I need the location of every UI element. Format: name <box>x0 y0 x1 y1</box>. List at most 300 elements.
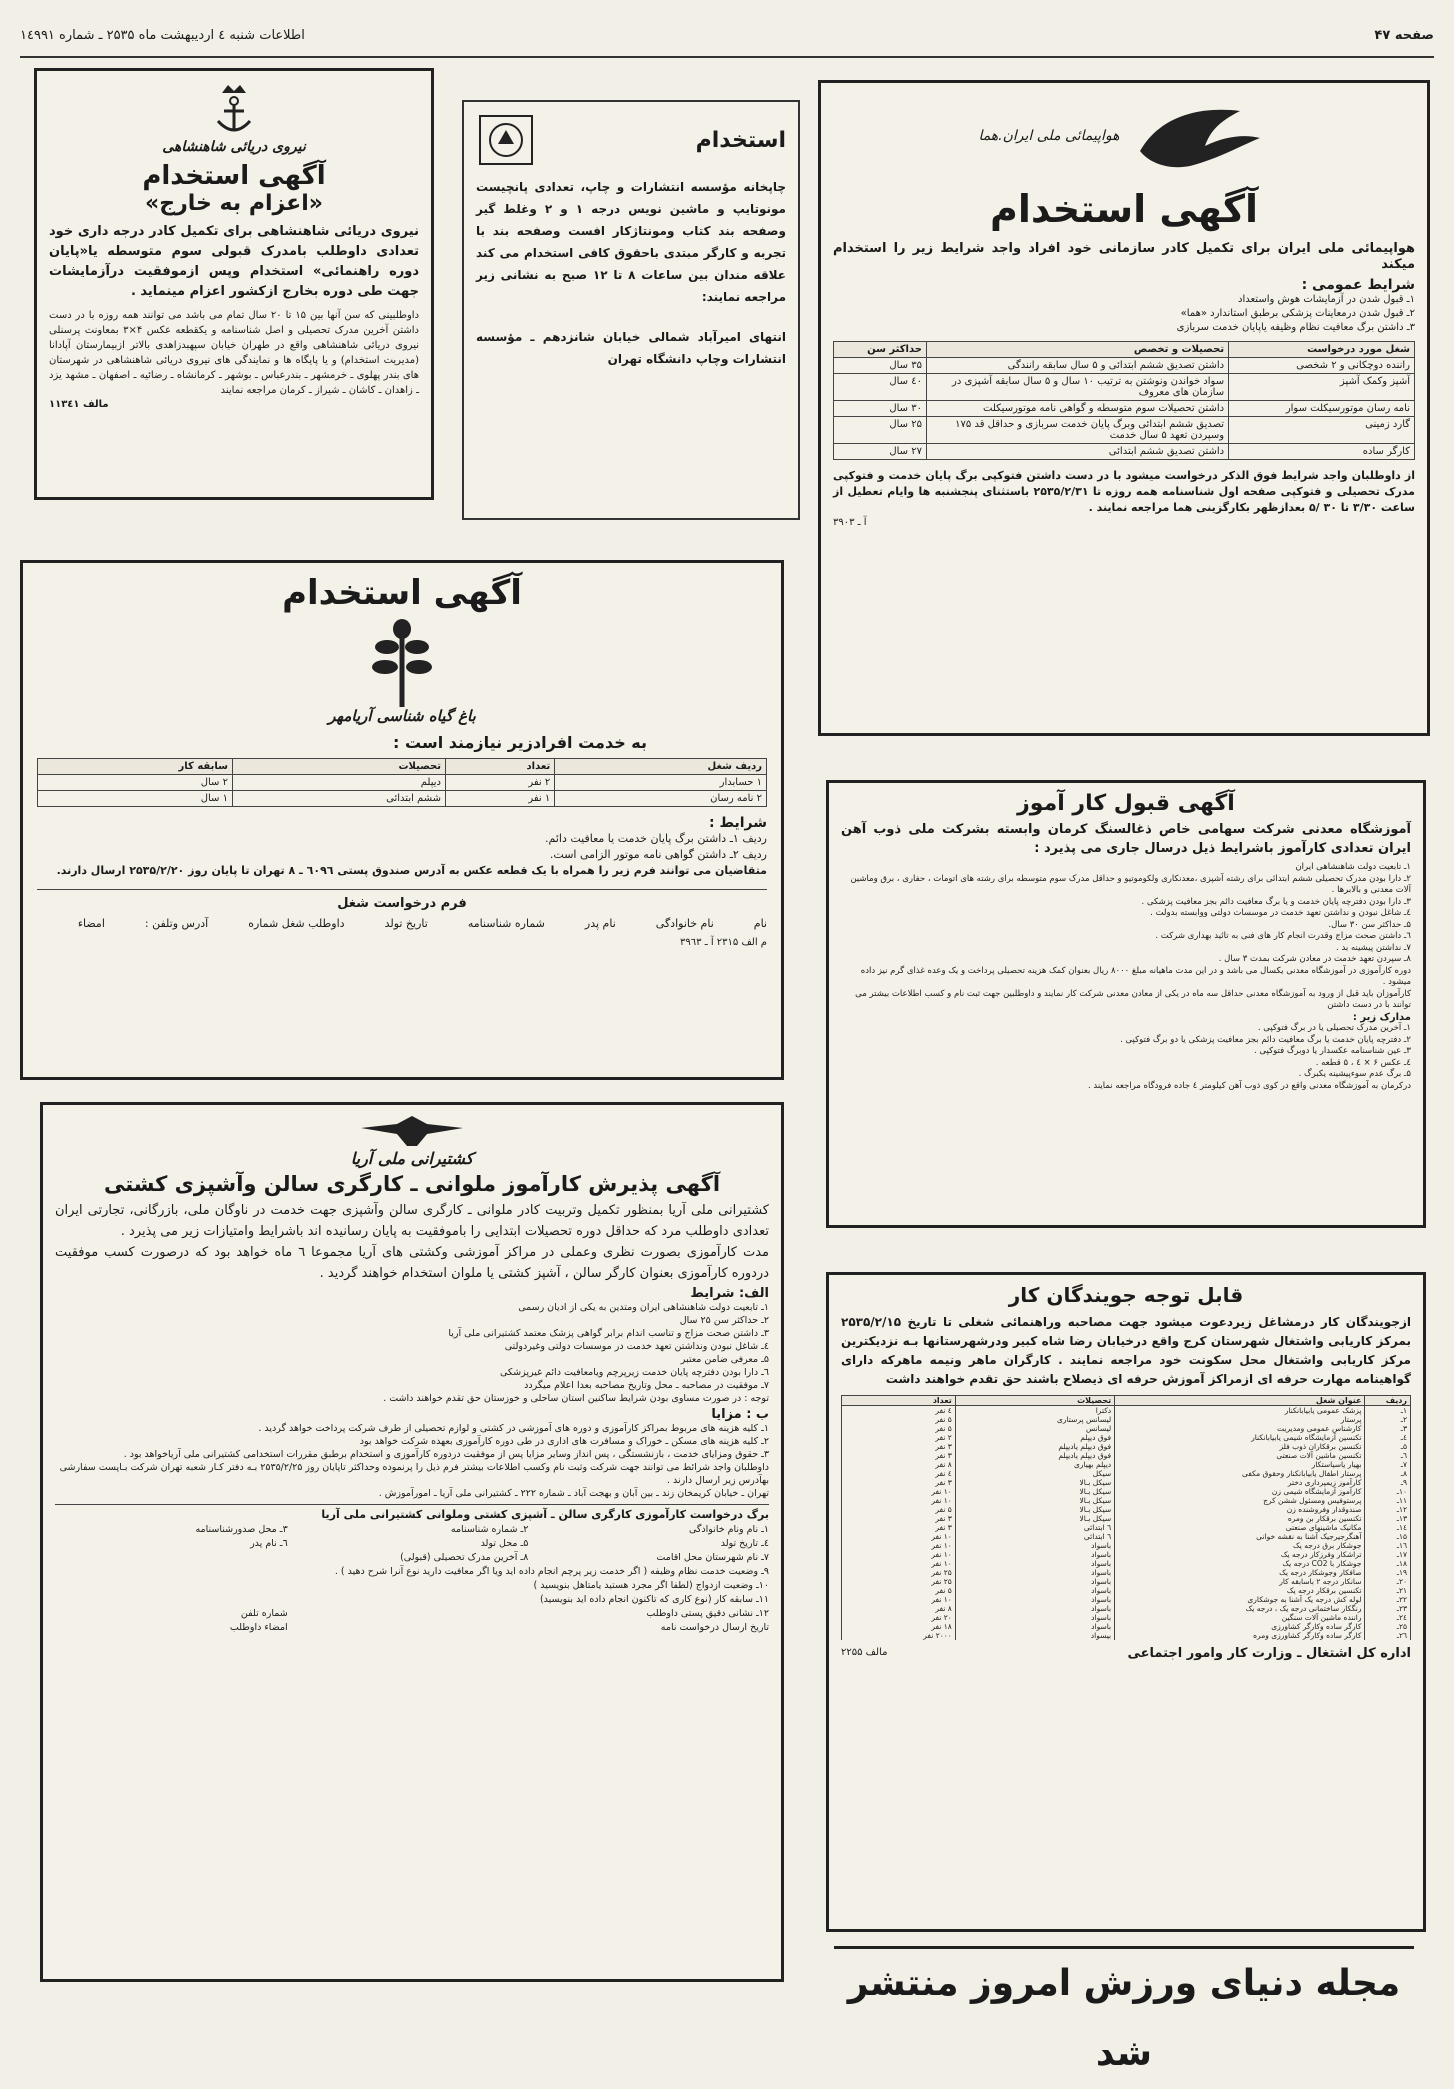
form-field: ۱ـ نام ونام خانوادگی <box>688 1524 769 1535</box>
table-cell: ۲ـ <box>1365 1415 1411 1424</box>
shipping-benefit: ۲ـ کلیه هزینه های مسکن ـ خوراک و مسافرت های اداری در طی دوره کارآموزی بعهده شرکت خواهد بود <box>359 1436 769 1447</box>
column-header: تحصیلات <box>955 1396 1114 1406</box>
shipping-condition: ٦ـ دارا بودن دفترچه پایان خدمت زیرپرچم ویامعافیت دائم غیرپزشکی <box>499 1367 769 1378</box>
table-cell: ۲٤ـ <box>1365 1613 1411 1622</box>
table-cell: ۳ نفر <box>842 1442 956 1451</box>
form-field: نام خانوادگی <box>655 917 714 930</box>
form-field: شماره شناسنامه <box>467 917 545 930</box>
kerman-doc: ۱ـ آخرین مدرک تحصیلی یا در برگ فتوکپی . <box>1257 1023 1411 1033</box>
table-cell: بهیار یاسیاستکار <box>1115 1460 1365 1469</box>
table-cell: فوق دیپلم یادیپلم <box>955 1442 1114 1451</box>
table-cell: فوق دیپلم یادیپلم <box>955 1451 1114 1460</box>
table-row <box>834 401 1415 417</box>
column-header: تحصیلات <box>232 759 445 775</box>
kerman-item: دوره کارآموزی در آموزشگاه معدنی یکسال می باشد و در این مدت ماهیانه مبلغ ۸۰۰۰ ریال بعنوان کمک هزینه تحصیلی پرداخت و یک وعده غذای گرم نیز داده میشود . <box>860 965 1411 987</box>
form-field: ۲ـ شماره شناسنامه <box>450 1524 529 1535</box>
form-field: ٤ـ تاریخ تولد <box>720 1538 769 1549</box>
column-header: تعداد <box>446 759 555 775</box>
homa-logo <box>833 91 1415 181</box>
shipping-condition: ۷ـ موفقیت در مصاحبه ـ محل وتاریخ مصاحبه بعدا اعلام میگردد <box>524 1380 769 1391</box>
table-cell: کارآموز آزمایشگاه شیمی زن <box>1115 1487 1365 1496</box>
table-cell: باسواد <box>955 1613 1114 1622</box>
table-cell: تراشکار وفرزکار درجه یک <box>1115 1550 1365 1559</box>
column-header: شغل مورد درخواست <box>1229 342 1415 358</box>
table-row <box>842 1424 1411 1433</box>
table-row <box>834 417 1415 444</box>
table-cell: آشپز وکمک آشپز <box>1229 374 1415 401</box>
table-cell: ۱۰ـ <box>1365 1487 1411 1496</box>
sport-magazine-banner: مجله دنیای ورزش امروز منتشر شد <box>834 1946 1414 2016</box>
navy-emblem <box>49 79 419 139</box>
table-cell: جوشکار با CO2 درجه یک <box>1115 1559 1365 1568</box>
page-number: صفحه ۴۷ <box>1374 28 1434 43</box>
jobs-code: مالف ۲۲۵۵ <box>841 1647 888 1658</box>
form-field: شماره تلفن <box>240 1608 288 1619</box>
table-cell: ۱۹ـ <box>1365 1568 1411 1577</box>
table-cell: ۲ نامه رسان <box>555 791 767 807</box>
jobs-table-body <box>841 1406 1411 1640</box>
table-row <box>38 775 767 791</box>
table-cell: تکنسین برقکاران ذوب فلز <box>1115 1442 1365 1451</box>
table-cell: لوله کش درجه یک آشنا به جوشکاری <box>1115 1595 1365 1604</box>
table-cell: ۷ـ <box>1365 1460 1411 1469</box>
table-cell: ۲ نفر <box>446 775 555 791</box>
table-cell: ۱۰ نفر <box>842 1559 956 1568</box>
table-cell: ۲۰ـ <box>1365 1577 1411 1586</box>
table-cell: سیکل بـالا <box>955 1514 1114 1523</box>
homa-intro: هواپیمائی ملی ایران برای تکمیل کادر سازمانی خود افراد واجد شرایط زیر را استخدام میکند <box>833 241 1415 272</box>
jobs-ad <box>826 1272 1426 1932</box>
column-header: عنوان شغل <box>1115 1396 1365 1406</box>
table-cell: فوق دیپلم <box>955 1433 1114 1442</box>
table-cell: لیسانس <box>955 1424 1114 1433</box>
table-cell: سیکل بـالا <box>955 1478 1114 1487</box>
homa-jobs-table <box>833 341 1415 460</box>
table-row <box>842 1496 1411 1505</box>
table-cell: ۱۵ـ <box>1365 1532 1411 1541</box>
form-field: نام پدر <box>584 917 616 930</box>
shipping-conditions <box>55 1301 769 1405</box>
shipping-brand: کشتیرانی ملی آریا <box>350 1149 474 1168</box>
table-cell: دکترا <box>955 1406 1114 1415</box>
garden-lead: به خدمت افرادزیر نیازمند است : <box>393 733 647 752</box>
table-row <box>842 1622 1411 1631</box>
table-cell: ۱٦ـ <box>1365 1541 1411 1550</box>
publisher-header <box>476 112 786 168</box>
table-cell: ٦ ابتدائی <box>955 1523 1114 1532</box>
table-cell: ۱۰ نفر <box>842 1532 956 1541</box>
table-cell: کارشناس عمومی ومدیریت <box>1115 1424 1365 1433</box>
table-cell: رنگکار ساختمانی درجه یک ، درجه یک <box>1115 1604 1365 1613</box>
navy-org: نیروی دریائی شاهنشاهی <box>162 139 306 155</box>
kerman-ad <box>826 780 1426 1228</box>
shipping-title: آگهی پذیرش کارآموز ملوانی ـ کارگری سالن وآشپزی کشتی <box>103 1172 721 1196</box>
table-row <box>842 1550 1411 1559</box>
table-cell: ۵ نفر <box>842 1415 956 1424</box>
form-field: داوطلب شغل شماره <box>248 917 345 930</box>
table-cell: پزشک عمومی یابیابانکنار <box>1115 1406 1365 1415</box>
form-field: ۱۱ـ سابقه کار (نوع کاری که تاکنون انجام داده اید بنویسید) <box>539 1594 769 1605</box>
table-cell: باسواد <box>955 1559 1114 1568</box>
jobs-footer: اداره کل اشتغال ـ وزارت کار وامور اجتماعی <box>1127 1646 1411 1661</box>
table-cell: باسواد <box>955 1604 1114 1613</box>
kerman-item: ۷ـ نداشتن پیشینه بد . <box>1336 942 1411 953</box>
navy-body: داوطلبینی که سن آنها بین ۱۵ تا ۲۰ سال تمام می باشد می توانند همه روزه با در دست داشتن آخرین مدرک تحصیلی و اصل شناسنامه و یکقطعه عکس ۴×۳ بمعاونت پرسنلی نیروی دریائی شاهنشاهی واقع در طهران خیابان سپهبدزاهدی بالاتر ازبیمارستان آپادانا (مدیریت استخدام) و یا پایگاه ها و نمایندگی های نیروی دریائی شاهنشاهی در شهرستان های بندر پهلوی ـ خرمشهر ـ بندرعباس ـ بوشهر ـ کرمانشاه ـ رضائیه ـ اصفهان ـ مشهد یزد ـ زاهدان ـ کاشان ـ شیراز ـ کرمان مراجعه نمایند <box>49 310 420 396</box>
table-cell: ۱۲ـ <box>1365 1505 1411 1514</box>
table-cell: ۳ نفر <box>842 1523 956 1532</box>
table-cell: ٤۰ سال <box>834 374 927 401</box>
table-cell: ۲۱ـ <box>1365 1586 1411 1595</box>
table-cell: تکنسین ماشین آلات صنعتی <box>1115 1451 1365 1460</box>
form-field: نام <box>753 917 767 930</box>
shipping-condition: ٤ـ شاغل نبودن ونداشتن تعهد خدمت در موسسات دولتی وغیردولتی <box>504 1341 769 1352</box>
jobs-lead: ازجویندگان کار درمشاغل زیردعوت میشود جهت مصاحبه وراهنمائی شغلی تا تاریخ ۲۵۳۵/۲/۱۵ بمرکز کاریابی واشتغال شهرستان کرج واقع درخیابان رضا شاه کبیر ودرشهرستانها بـه نزدیکترین مرکز کاریابی واشتغال محل سکونت خود مراجعه نمایند . کارگران ماهر ونیمه ماهرکه دارای گواهینامه مهارت حرفه ای ازمراکز آموزش حرفه ای ذیصلاح باشند حق تقدم خواهند داشت <box>841 1315 1411 1386</box>
table-cell: پرستار اطفال یابیابانکنار وحقوق مکفی <box>1115 1469 1365 1478</box>
kerman-item: ۱ـ تابعیت دولت شاهنشاهی ایران <box>1295 862 1411 872</box>
table-row <box>834 358 1415 374</box>
table-cell: باسواد <box>955 1577 1114 1586</box>
table-row <box>842 1595 1411 1604</box>
table-cell: ٦ـ <box>1365 1451 1411 1460</box>
table-row <box>842 1460 1411 1469</box>
shipping-form <box>55 1524 769 1633</box>
table-cell: ۱ حسابدار <box>555 775 767 791</box>
homa-condition: ۳ـ داشتن برگ معافیت نظام وظیفه یاپایان خدمت سربازی <box>1176 322 1415 333</box>
table-header-row <box>842 1396 1411 1406</box>
shipping-logo <box>55 1113 769 1149</box>
garden-form <box>37 917 767 930</box>
tree-icon <box>367 617 437 707</box>
shipping-condition: ۵ـ معرفی ضامن معتبر <box>680 1354 769 1365</box>
table-cell: ششم ابتدائی <box>232 791 445 807</box>
jobs-title: قابل توجه جویندگان کار <box>1008 1283 1244 1307</box>
form-field: ۹ـ وضعیت خدمت نظام وظیفه ( اگر خدمت زیر پرچم انجام داده اید ویا اگر معافیت دارید نوع آنرا شرح دهید ) . <box>334 1566 769 1577</box>
navy-code: مالف ۱۱۳٤۱ <box>49 399 109 410</box>
table-cell: تکنسین برقکار بن ومره <box>1115 1514 1365 1523</box>
kerman-item: ٤ـ شاغل نبودن و نداشتن تعهد خدمت در موسسات دولتی ووابسته بدولت . <box>1150 908 1411 918</box>
homa-title: آگهی استخدام <box>989 187 1258 231</box>
table-cell: ۵ـ <box>1365 1442 1411 1451</box>
form-field: ۵ـ محل تولد <box>480 1538 529 1549</box>
table-cell: ۱ـ <box>1365 1406 1411 1415</box>
form-field: ٦ـ نام پدر <box>250 1538 288 1549</box>
table-row <box>834 374 1415 401</box>
table-cell: ۱٤ـ <box>1365 1523 1411 1532</box>
table-row <box>842 1487 1411 1496</box>
kerman-lead: آموزشگاه معدنی شرکت سهامی خاص ذغالسنگ کرمان وابسته بشرکت ملی ذوب آهن ایران تعدادی کارآموز باشرایط ذیل درسال جاری می پذیرد : <box>841 822 1411 856</box>
table-cell: آهنگرجیرجیک آشنا به نقشه خوانی <box>1115 1532 1365 1541</box>
table-cell: ۳ نفر <box>842 1478 956 1487</box>
table-cell: داشتن تصدیق ششم ابتدائی <box>926 444 1228 460</box>
table-cell: کارگر ساده وکارگر کشاورزی <box>1115 1622 1365 1631</box>
kerman-docs-title: مدارک زیر : <box>1352 1011 1411 1023</box>
column-header: ردیف شغل <box>555 759 767 775</box>
table-row <box>842 1406 1411 1415</box>
university-emblem-icon <box>476 112 536 168</box>
table-row <box>842 1532 1411 1541</box>
kerman-item: ۸ـ سپردن تعهد خدمت در معادن شرکت بمدت ۳ سال . <box>1218 954 1411 964</box>
table-cell: ۱ سال <box>38 791 233 807</box>
table-row <box>842 1514 1411 1523</box>
table-cell: ۲۵ نفر <box>842 1568 956 1577</box>
shipping-a-title: الف: شرایط <box>690 1286 769 1301</box>
table-row <box>842 1586 1411 1595</box>
table-cell: تکنسین برقکار درجه یک <box>1115 1586 1365 1595</box>
table-cell: نامه رسان موتورسیکلت سوار <box>1229 401 1415 417</box>
table-cell: ۵ نفر <box>842 1505 956 1514</box>
table-cell: ۸ نفر <box>842 1604 956 1613</box>
shipping-condition: توجه : در صورت مساوی بودن شرایط ساکنین استان ساحلی و خوزستان حق تقدم خواهند داشت . <box>383 1393 769 1404</box>
table-cell: ۲ سال <box>38 775 233 791</box>
table-cell: ۳ـ <box>1365 1424 1411 1433</box>
table-cell: دیپلم بهیاری <box>955 1460 1114 1469</box>
table-cell: ۳۰ سال <box>834 401 927 417</box>
faravahar-icon <box>357 1114 467 1148</box>
table-cell: ۱۰ نفر <box>842 1541 956 1550</box>
table-cell: سواد خواندن ونوشتن به ترتیب ۱۰ سال و ۵ سال سابقه آشپزی در سازمان های معروف <box>926 374 1228 401</box>
publisher-address: انتهای امیرآباد شمالی خیابان شانزدهم ـ مؤسسه انتشارات وچاپ دانشگاه تهران <box>476 330 786 366</box>
table-cell: کارگر ساده وکارگر کشاورزی ومره <box>1115 1631 1365 1640</box>
table-cell: ٤ـ <box>1365 1433 1411 1442</box>
kerman-doc: ۲ـ دفترچه پایان خدمت یا برگ معافیت دائم بجز معافیت پزشکی یا دو برگ فتوکپی . <box>1120 1034 1411 1045</box>
jobs-table <box>841 1395 1411 1406</box>
garden-code: م الف ۲۳۱۵ آ ـ ۳۹٦۳ <box>680 937 767 948</box>
table-cell: ۳ نفر <box>842 1514 956 1523</box>
homa-bird-icon <box>1130 96 1270 176</box>
table-cell: داشتن تحصیلات سوم متوسطه و گواهی نامه موتورسیکلت <box>926 401 1228 417</box>
shipping-condition: ۱ـ تابعیت دولت شاهنشاهی ایران ومتدین به یکی از ادیان رسمی <box>518 1302 769 1313</box>
table-cell: ۱ نفر <box>446 791 555 807</box>
homa-ad <box>818 80 1430 736</box>
table-row <box>842 1415 1411 1424</box>
table-row <box>842 1577 1411 1586</box>
kerman-doc: درکرمان به آموزشگاه معدنی واقع در کوی ذوب آهن کیلومتر ٤ جاده فرودگاه مراجعه نمایند . <box>1087 1080 1411 1091</box>
table-row <box>38 791 767 807</box>
table-cell: دیپلم <box>232 775 445 791</box>
table-cell: سانکار درجه ۲ باسابقه کار <box>1115 1577 1365 1586</box>
shipping-lead: کشتیرانی ملی آریا بمنظور تکمیل وتربیت کادر ملوانی ـ کارگری سالن وآشپزی جهت خدمت در ناوگان ملی، بازرگانی، تجارتی ایران تعدادی داوطلب مرد که حداقل دوره تحصیلات ابتدایی را باموفقیت به پایان رسانیده اند باشرایط وامتیازات زیر می پذیرد . <box>55 1203 769 1239</box>
garden-title: آگهی استخدام <box>282 573 522 613</box>
kerman-item: کارآموزان باید قبل از ورود به آموزشگاه معدنی حداقل سه ماه در یکی از معادن معدنی شرکت کار نمایند و داوطلبین جهت ثبت نام و کسب اطلاعات بیشتر می توانند با در دست داشتن <box>855 988 1411 1010</box>
homa-condition: ۲ـ قبول شدن درمعاینات پزشکی برطبق استاندارد «هما» <box>1180 308 1415 319</box>
kerman-doc: ۵ـ برگ عدم سوءپیشینه یکبرگ . <box>1298 1069 1411 1079</box>
table-cell: ۲۵ سال <box>834 417 927 444</box>
table-cell: ٤ نفر <box>842 1406 956 1415</box>
jobs-footer-row <box>841 1646 1411 1661</box>
table-cell: مکانیک ماشینهای صنعتی <box>1115 1523 1365 1532</box>
table-row <box>842 1568 1411 1577</box>
table-cell: باسواد <box>955 1622 1114 1631</box>
table-row <box>842 1631 1411 1640</box>
table-cell: پرستار <box>1115 1415 1365 1424</box>
table-row <box>842 1505 1411 1514</box>
table-cell: ۲۷ سال <box>834 444 927 460</box>
header-rule <box>20 56 1434 58</box>
table-cell: بیسواد <box>955 1631 1114 1640</box>
kerman-title: آگهی قبول کار آموز <box>1017 791 1235 816</box>
kerman-doc: ۳ـ عین شناسنامه عکسدار یا دوبرگ فتوکپی . <box>1254 1046 1411 1056</box>
table-cell: ۵ نفر <box>842 1424 956 1433</box>
table-row <box>834 444 1415 460</box>
dateline: اطلاعات شنبه ٤ اردیبهشت ماه ۲۵۳۵ ـ شماره ۱٤۹۹۱ <box>20 28 305 43</box>
table-row <box>842 1541 1411 1550</box>
table-cell: ۱۱ـ <box>1365 1496 1411 1505</box>
shipping-benefit: ۱ـ کلیه هزینه های مربوط بمراکز کارآموزی و دوره های آموزشی در کشتی و لوازم تحصیلی از طرف شرکت پرداخت خواهد گردید . <box>258 1423 769 1434</box>
homa-footer: از داوطلبان واجد شرایط فوق الذکر درخواست میشود با در دست داشتن فتوکپی برگ پایان خدمت و فتوکپی مدرک تحصیلی و فتوکپی صفحه اول شناسنامه همه روزه تا ۲۵۳۵/۲/۳۱ باستثنای پنجشنبه ها وایام تعطیل از ساعت ۳/۳۰ تا ۳۰ /۵ بعدازظهر بکارگزینی هما مراجعه نمایند . <box>833 469 1415 514</box>
shipping-b-title: ب : مزایا <box>711 1407 769 1422</box>
garden-conditions <box>37 831 767 879</box>
homa-brand: هواپیمائی ملی ایران.هما <box>978 128 1120 144</box>
table-cell: لیسانس پرستاری <box>955 1415 1114 1424</box>
table-cell: پرستوفیس ومسئول ششن کرج <box>1115 1496 1365 1505</box>
table-row <box>842 1478 1411 1487</box>
form-field: امضاء <box>77 917 105 930</box>
garden-ad <box>20 560 784 1080</box>
table-cell: کارگر ساده <box>1229 444 1415 460</box>
table-cell: ۸ـ <box>1365 1469 1411 1478</box>
table-cell: تکنسین آزمایشگاه شیمی یابیابانکنار <box>1115 1433 1365 1442</box>
column-header: حداکثر سن <box>834 342 927 358</box>
table-cell: کارآموز زیمپرداری دختر <box>1115 1478 1365 1487</box>
garden-condition: متقاضیان می توانند فرم زیر را همراه با یک قطعه عکس به آدرس صندوق پستی ٦۰۹٦ ـ ۸ تهران تا پایان روز ۲۵۳۵/۲/۲۰ ارسال دارند. <box>56 864 767 877</box>
table-cell: ۲۵ـ <box>1365 1622 1411 1631</box>
garden-condition: ردیف ۱ـ داشتن برگ پایان خدمت یا معافیت دائم. <box>545 832 767 845</box>
form-field: تاریخ ارسال درخواست نامه <box>660 1622 769 1633</box>
table-cell: ۲٦ـ <box>1365 1631 1411 1640</box>
table-row <box>842 1433 1411 1442</box>
table-cell: ۱۰ نفر <box>842 1487 956 1496</box>
table-cell: ۱۰ نفر <box>842 1595 956 1604</box>
table-row <box>842 1559 1411 1568</box>
table-cell: راننده ماشین آلات سنگین <box>1115 1613 1365 1622</box>
table-cell: صندوقدار وفروشنده زن <box>1115 1505 1365 1514</box>
kerman-doc: ٤ـ عکس ۶ × ٤ ، ۵ قطعه . <box>1315 1057 1411 1068</box>
table-cell: گارد زمینی <box>1229 417 1415 444</box>
garden-logo <box>37 617 767 707</box>
form-field: ۱۰ـ وضعیت ازدواج (لطفا اگر مجرد هستید یامتاهل بنویسید ) <box>533 1580 769 1591</box>
kerman-item: ۲ـ دارا بودن مدرک تحصیلی ششم ابتدائی برای رشته آشپزی ،معدنکاری ولکوموتیو و حداقل مدرک سوم متوسطه برای رشته های اتومات ، حفاری ، برق وماشین آلات معدنی و بالابرها . <box>850 873 1411 895</box>
table-cell: باسواد <box>955 1568 1114 1577</box>
form-field: ۳ـ محل صدورشناسنامه <box>195 1524 288 1535</box>
form-field: آدرس وتلفن : <box>144 917 209 930</box>
shipping-ad <box>40 1102 784 1982</box>
table-cell: باسواد <box>955 1595 1114 1604</box>
navy-ad <box>34 68 434 500</box>
garden-condition: ردیف ۲ـ داشتن گواهی نامه موتور الزامی است. <box>549 848 767 861</box>
column-header: ردیف <box>1365 1396 1411 1406</box>
garden-conditions-title: شرایط : <box>709 815 767 831</box>
table-cell: باسواد <box>955 1586 1114 1595</box>
table-cell: ۲۰ نفر <box>842 1613 956 1622</box>
shipping-benefits <box>55 1422 769 1500</box>
column-header: سابقه کار <box>38 759 233 775</box>
table-row <box>842 1613 1411 1622</box>
table-cell: داشتن تصدیق ششم ابتدائی و ۵ سال سابقه رانندگی <box>926 358 1228 374</box>
column-header: تعداد <box>842 1396 956 1406</box>
publisher-ad <box>462 100 800 520</box>
table-cell: ٤ نفر <box>842 1469 956 1478</box>
anchor-crown-icon <box>206 81 262 137</box>
form-field: ۷ـ نام شهرستان محل اقامت <box>656 1552 769 1563</box>
homa-conditions-title: شرایط عمومی : <box>1301 277 1415 293</box>
homa-condition: ۱ـ قبول شدن در آزمایشات هوش واستعداد <box>1238 294 1415 305</box>
table-row <box>842 1442 1411 1451</box>
shipping-form-title: برگ درخواست کارآموزی کارگری سالن ـ آشپزی کشتی وملوانی کشتیرانی ملی آریا <box>55 1504 769 1521</box>
table-cell: ۱۳ـ <box>1365 1514 1411 1523</box>
table-cell: باسواد <box>955 1541 1114 1550</box>
table-cell: باسواد <box>955 1550 1114 1559</box>
table-cell: سیکل <box>955 1469 1114 1478</box>
table-cell: راننده دوچکانی و ۲ شخصی <box>1229 358 1415 374</box>
table-cell: ۱۸ـ <box>1365 1559 1411 1568</box>
table-cell: ۱۰ نفر <box>842 1496 956 1505</box>
table-cell: ۲۰۰۰ نفر <box>842 1631 956 1640</box>
table-row <box>842 1451 1411 1460</box>
column-header: تحصیلات و تخصص <box>926 342 1228 358</box>
table-cell: ۲۲ـ <box>1365 1595 1411 1604</box>
table-header-row <box>834 342 1415 358</box>
shipping-condition: ۲ـ حداکثر سن ۲۵ سال <box>679 1315 769 1326</box>
form-field: ۸ـ آخرین مدرک تحصیلی (قبولی) <box>400 1552 529 1563</box>
table-row <box>842 1604 1411 1613</box>
shipping-benefit: ۳ـ حقوق ومزایای خدمت ، بازنشستگی ، پس انداز وسایر مزایا پس از موفقیت دردوره کارآموزی و استخدام برطبق مقررات استخدامی کشتیرانی ملی آریاخواهد بود . <box>123 1449 769 1460</box>
navy-lead: نیروی دریائی شاهنشاهی برای تکمیل کادر درجه داری خود تعدادی داوطلب بامدرک قبولی سوم متوسطه یا«پایان دوره راهنمائی» استخدام وپس ازموفقیت درآزمایشات جهت طی دوره بخارج ازکشور اعزام مینماید . <box>49 224 419 299</box>
table-cell: سیکل بـالا <box>955 1496 1114 1505</box>
form-field: ۱۲ـ نشانی دقیق پستی داوطلب <box>646 1608 769 1619</box>
table-cell: تصدیق ششم ابتدائی وبرگ پایان خدمت سربازی و حداقل قد ۱۷۵ وسپردن تعهد ۵ سال خدمت <box>926 417 1228 444</box>
kerman-item: ٦ـ داشتن صحت مزاج وقدرت انجام کار های فنی به تائید بهداری شرکت . <box>1155 931 1411 941</box>
shipping-lead-2: مدت کارآموزی بصورت نظری وعملی در مراکز آموزشی وکشتی های آریا مجموعا ٦ ماه خواهد بود که درصورت کسب موفقیت دردوره کارآموزی بعنوان کارگر سالن ، آشپز کشتی یا ملوان استخدام خواهند گردید . <box>55 1245 769 1281</box>
table-cell: ۲۳ـ <box>1365 1604 1411 1613</box>
navy-title: آگهی استخدام <box>142 161 326 191</box>
publisher-title: استخدام <box>695 127 786 153</box>
shipping-benefit: تهران ـ خیابان کریمخان زند ـ بین آبان و بهجت آباد ـ شماره ۲۲۲ ـ کشتیرانی ملی آریا ـ امورآموزش . <box>378 1488 769 1499</box>
garden-form-title: فرم درخواست شغل <box>37 889 767 911</box>
table-cell: ۲۵ نفر <box>842 1577 956 1586</box>
garden-org: باغ گیاه شناسی آریامهر <box>328 707 476 725</box>
table-row <box>842 1469 1411 1478</box>
table-row <box>842 1523 1411 1532</box>
table-cell: ۳ نفر <box>842 1451 956 1460</box>
homa-conditions <box>833 293 1415 335</box>
table-cell: ۳۵ سال <box>834 358 927 374</box>
table-cell: ۸ نفر <box>842 1460 956 1469</box>
kerman-items <box>841 862 1411 1092</box>
table-cell: ۲ نفر <box>842 1433 956 1442</box>
garden-jobs-table <box>37 758 767 807</box>
homa-code: آ ـ ۳۹۰۳ <box>833 517 867 528</box>
table-cell: جوشکار برق درجه یک <box>1115 1541 1365 1550</box>
kerman-item: ۵ـ حداکثر سن ۳۰ سال. <box>1328 919 1411 930</box>
table-cell: ۹ـ <box>1365 1478 1411 1487</box>
kerman-item: ۳ـ دارا بودن دفترچه پایان خدمت و یا برگ معافیت دائم بجز معافیت پزشکی . <box>1141 896 1411 907</box>
table-cell: ٦ ابتدائی <box>955 1532 1114 1541</box>
form-field: تاریخ تولد <box>384 917 428 930</box>
shipping-condition: ۳ـ داشتن صحت مزاج و تناسب اندام برابر گواهی پزشک معتمد کشتیرانی ملی آریا <box>448 1328 769 1339</box>
table-cell: ۵ نفر <box>842 1586 956 1595</box>
table-cell: سیکل بـالا <box>955 1505 1114 1514</box>
table-header-row <box>38 759 767 775</box>
navy-subtitle: «اعزام به خارج» <box>145 191 323 216</box>
table-cell: صافکار وجوشکار درجه یک <box>1115 1568 1365 1577</box>
form-field: امضاء داوطلب <box>229 1622 288 1633</box>
shipping-benefit: داوطلبان واجد شرائط می توانند جهت شرکت وثبت نام وکسب اطلاعات بیشتر فرم ذیل را پرنموده وحداکثر تاپایان روز ۲۵۳۵/۲/۲۵ بـه دفتر کـار شعبه تهران شرکت بـاپست سفارشی بهآدرس زیر ارسال دارند . <box>59 1462 769 1486</box>
table-cell: ۱۸ نفر <box>842 1622 956 1631</box>
table-cell: سیکل بـالا <box>955 1487 1114 1496</box>
publisher-body: چاپخانه مؤسسه انتشارات و چاپ، تعدادی پانچیست مونوتایپ و ماشین نویس درجه ۱ و ۲ وغلط گیر وصفحه بند کتاب ومونتاژکار افست وصفحه بند با تجربه و کارگر مبتدی باحقوق کافی استخدام می کند علاقه مندان بین ساعات ۸ تا ۱۲ صبح به نشانی زیر مراجعه نمایند: <box>476 180 786 304</box>
table-cell: ۱۰ نفر <box>842 1550 956 1559</box>
table-cell: ۱۷ـ <box>1365 1550 1411 1559</box>
